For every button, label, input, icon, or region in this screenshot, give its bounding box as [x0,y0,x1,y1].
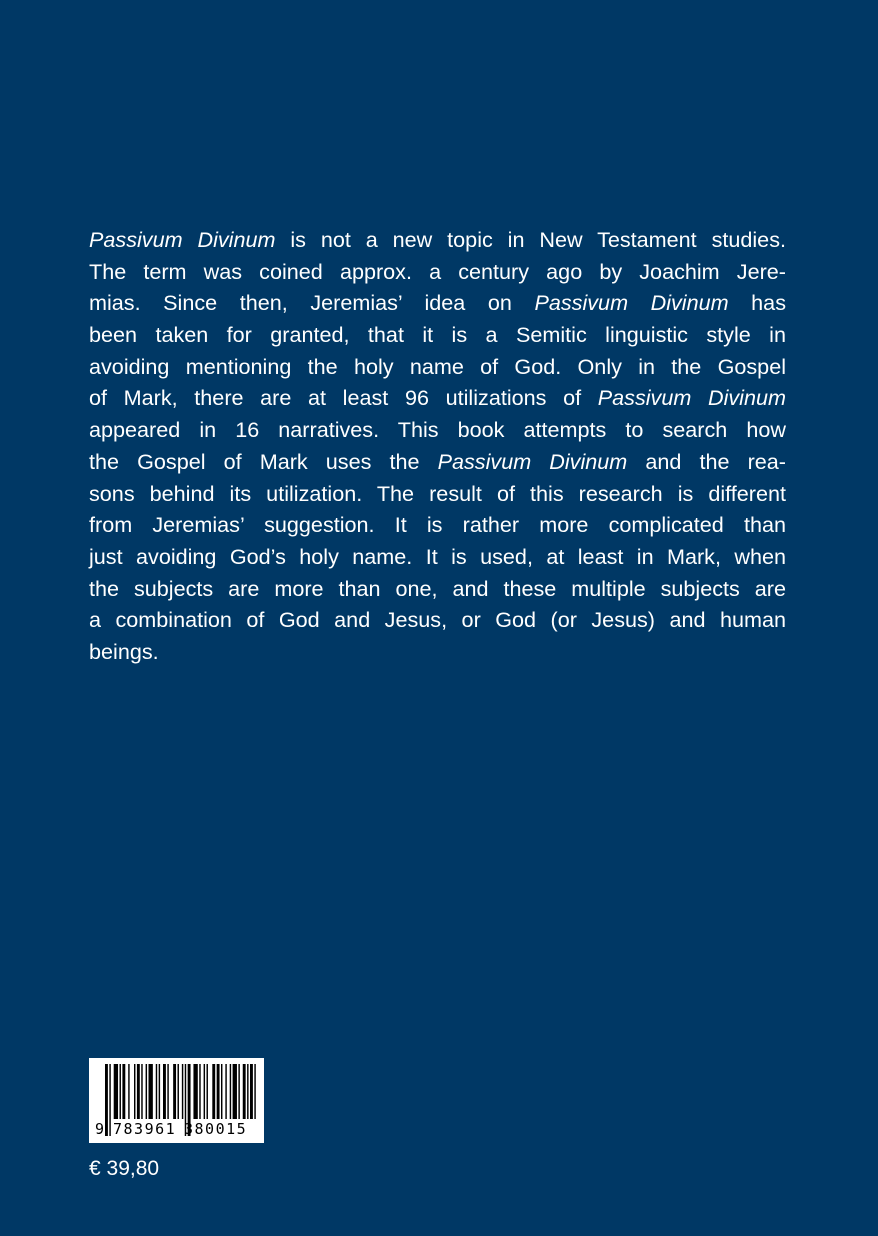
barcode-bar [122,1064,125,1119]
blurb-italic-term: Passivum Divinum [89,227,276,252]
blurb-line [89,573,786,605]
blurb-segment: The term was coined approx. a century ago by Joachim Jere- [89,258,786,284]
blurb-segment: beings. [89,638,159,664]
barcode-digits-right: 380015 [184,1120,248,1138]
barcode-bar [146,1064,147,1119]
barcode-bar [217,1064,220,1119]
blurb-line [89,446,786,478]
blurb-line [89,541,786,573]
blurb-segment: appeared in 16 narratives. This book attempts to search how [89,417,786,443]
barcode-bar [159,1064,160,1119]
barcode-bar [114,1064,118,1119]
barcode-bar [134,1064,135,1119]
barcode-bar [173,1064,176,1119]
blurb-line [89,224,786,256]
blurb-segment: sons behind its utilization. The result of this research is different [89,480,786,506]
blurb-segment: has [728,290,786,316]
blurb-segment: the Gospel of Mark uses the [89,448,438,474]
blurb-line [89,351,786,383]
blurb-line [89,319,786,351]
blurb-italic-term: Passivum Divinum [534,290,729,316]
isbn-barcode [89,1058,264,1143]
barcode-bar [199,1064,200,1119]
barcode-bar [254,1064,255,1119]
barcode-bar [193,1064,197,1119]
blurb-segment: avoiding mentioning the holy name of God. Only in the Gospel [89,353,786,379]
blurb-segment: is not a new topic in New Testament studies. [275,227,786,252]
blurb-segment: of Mark, there are at least 96 utilizations of [89,385,598,411]
blurb-line [89,414,786,446]
barcode-bar [163,1064,166,1119]
barcode-bar [156,1064,157,1119]
blurb-text [89,224,786,668]
barcode-bar [247,1064,248,1119]
barcode-digits [89,1120,264,1140]
barcode-bar [250,1064,253,1119]
blurb-line [89,256,786,288]
barcode-bar [230,1064,231,1119]
blurb-line [89,478,786,510]
barcode-bar [225,1064,226,1119]
blurb-line [89,509,786,541]
blurb-italic-term: Passivum Divinum [437,448,628,474]
blurb-segment: from Jeremias’ suggestion. It is rather more complicated than [89,512,786,538]
barcode-bar [128,1064,129,1119]
barcode-bar [238,1064,239,1119]
barcode-bar [207,1064,208,1119]
barcode-digit-lead: 9 [95,1120,105,1138]
barcode-digits-left: 783961 [113,1120,177,1138]
barcode-bar [212,1064,215,1119]
barcode-bar [120,1064,121,1119]
blurb-segment: just avoiding God’s holy name. It is used, at least in Mark, when [89,543,786,569]
barcode-bar [141,1064,142,1119]
blurb-segment: mias. Since then, Jeremias’ idea on [89,290,535,316]
barcode-bar [178,1064,179,1119]
blurb-line [89,604,786,636]
blurb-segment: been taken for granted, that it is a Semitic linguistic style in [89,322,786,348]
blurb-segment: and the rea- [627,448,786,474]
barcode-bar [167,1064,168,1119]
barcode-bar [182,1064,183,1119]
blurb-line [89,287,786,319]
barcode-bar [204,1064,205,1119]
barcode-bar [233,1064,237,1119]
blurb-line [89,382,786,414]
blurb-line [89,636,786,668]
blurb-segment: a combination of God and Jesus, or God (or Jesus) and human [89,607,786,633]
barcode-bar [243,1064,246,1119]
barcode-bar [221,1064,222,1119]
blurb-segment: the subjects are more than one, and these multiple subjects are [89,575,786,601]
price: € 39,80 [89,1157,160,1180]
barcode-bar [137,1064,140,1119]
blurb-italic-term: Passivum Divinum [597,385,786,411]
barcode-bar [149,1064,153,1119]
